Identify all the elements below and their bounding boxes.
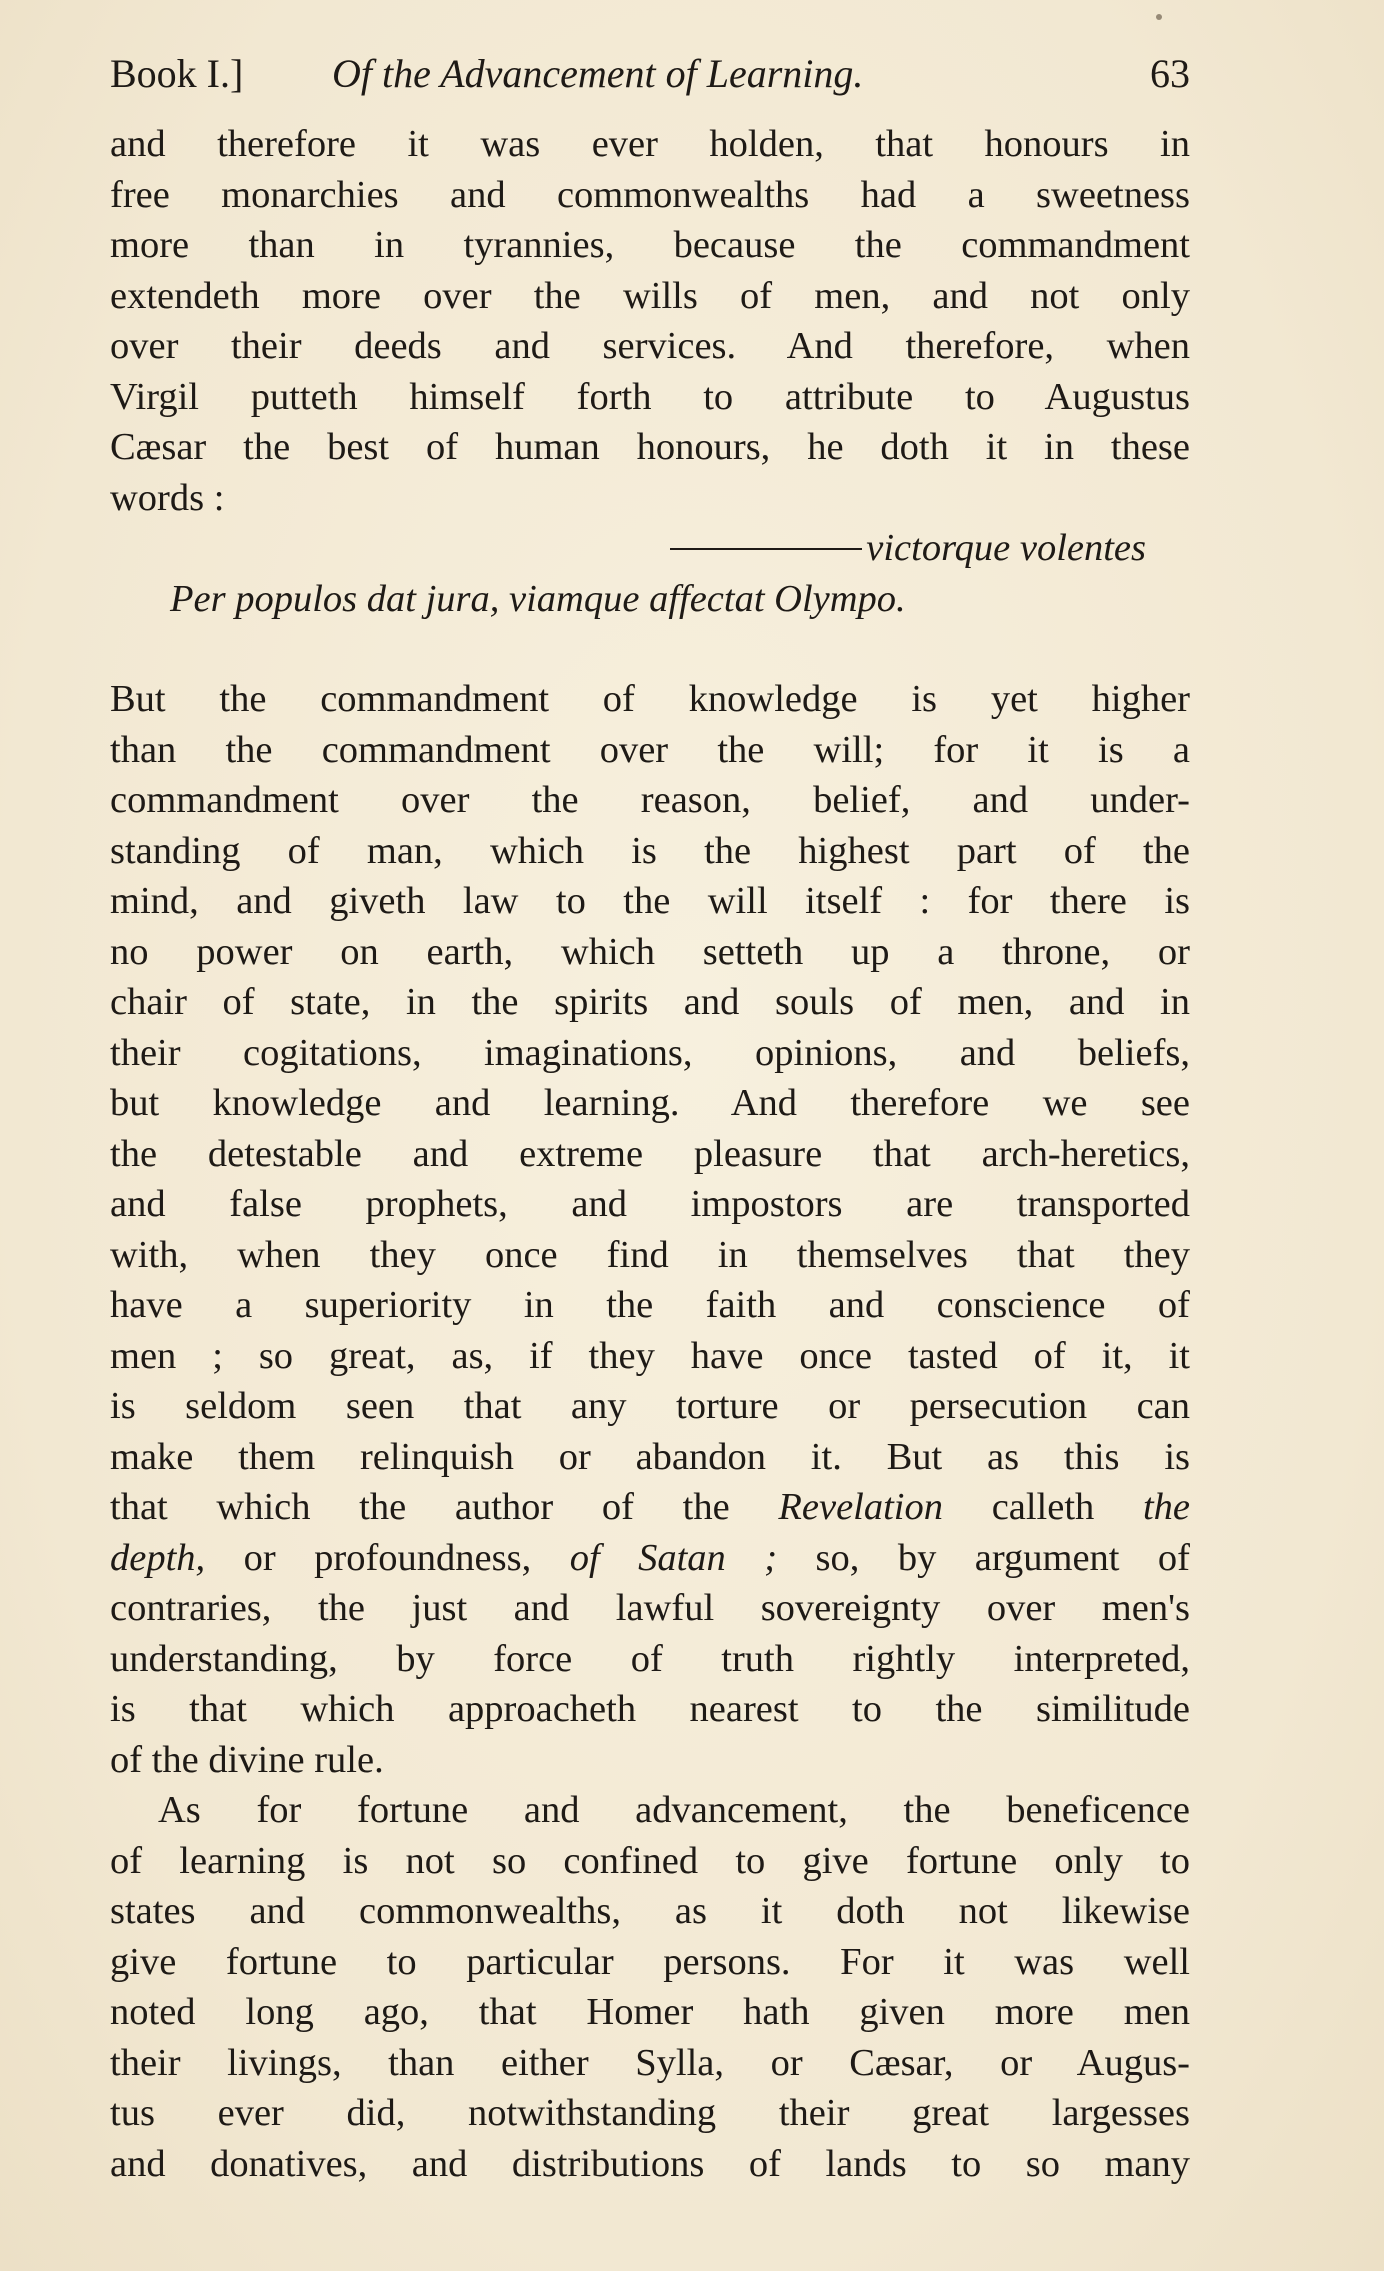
text-line: with, when they once find in themselves that they — [110, 1233, 1190, 1276]
text-line: Virgil putteth himself forth to attribute to Augustus — [110, 375, 1190, 418]
text-line: have a superiority in the faith and conscience of — [110, 1284, 1190, 1326]
latin-quotation — [110, 523, 1190, 624]
text-line: is that which approacheth nearest to the similitude — [110, 1688, 1190, 1730]
running-header — [110, 44, 1190, 104]
em-dash-rule — [670, 548, 862, 550]
quotation-text-1: victorque volentes — [866, 527, 1146, 569]
depth-italic: depth, — [110, 1536, 206, 1579]
text-line: more than in tyrannies, because the commandment — [110, 224, 1190, 266]
text-fragment: or profoundness, — [243, 1536, 532, 1579]
running-title: Of the Advancement of Learning. — [332, 51, 864, 96]
text-line: states and commonwealths, as it doth not likewise — [110, 1890, 1190, 1932]
text-line: But the commandment of knowledge is yet higher — [110, 678, 1190, 720]
ink-speck — [1156, 14, 1162, 20]
text-line-depth — [110, 1533, 1190, 1584]
text-line: of the divine rule. — [110, 1738, 384, 1781]
text-line: contraries, the just and lawful sovereignty over men's — [110, 1587, 1190, 1629]
text-line: their livings, than either Sylla, or Cæsar, or Augus- — [110, 2041, 1190, 2084]
text-line: commandment over the reason, belief, and under- — [110, 779, 1190, 821]
quotation-line-2: Per populos dat jura, viamque affectat Olympo. — [170, 577, 906, 620]
page-number: 63 — [1150, 51, 1190, 96]
the-italic: the — [1142, 1486, 1191, 1528]
text-line: Cæsar the best of human honours, he doth it in these — [110, 426, 1190, 468]
text-line: standing of man, which is the highest part of the — [110, 829, 1190, 872]
text-line: men ; so great, as, if they have once tasted of it, it — [110, 1334, 1190, 1377]
text-line: and false prophets, and impostors are transported — [110, 1183, 1190, 1225]
text-line: extendeth more over the wills of men, and not only — [110, 274, 1190, 317]
text-line: and donatives, and distributions of lands to so many — [110, 2142, 1190, 2185]
text-line: their cogitations, imaginations, opinions, and beliefs, — [110, 1031, 1190, 1074]
text-line: no power on earth, which setteth up a throne, or — [110, 930, 1190, 973]
text-line: and therefore it was ever holden, that honours in — [110, 123, 1190, 165]
of-satan-italic: of Satan ; — [569, 1536, 778, 1579]
book-label: Book I.] — [110, 51, 244, 96]
text-line: understanding, by force of truth rightly interpreted, — [110, 1637, 1190, 1680]
text-fragment: calleth — [991, 1486, 1095, 1528]
text-line: make them relinquish or abandon it. But as this is — [110, 1435, 1190, 1478]
paragraph-1 — [110, 119, 1190, 523]
text-line: noted long ago, that Homer hath given more men — [110, 1991, 1190, 2033]
revelation-italic: Revelation — [778, 1486, 943, 1528]
text-line-revelation — [110, 1482, 1190, 1533]
text-line: of learning is not so confined to give fortune only to — [110, 1839, 1190, 1882]
text-line: the detestable and extreme pleasure that arch-heretics, — [110, 1132, 1190, 1175]
text-line: As for fortune and advancement, the beneficence — [158, 1789, 1190, 1831]
text-line: over their deeds and services. And therefore, when — [110, 325, 1190, 367]
text-line: tus ever did, notwithstanding their great largesses — [110, 2092, 1190, 2134]
quotation-line-1 — [110, 523, 1190, 574]
text-line: is seldom seen that any torture or persecution can — [110, 1385, 1190, 1427]
paragraph-2 — [110, 674, 1190, 2189]
text-fragment: that which the author of the — [110, 1486, 730, 1528]
text-line: give fortune to particular persons. For it was well — [110, 1940, 1190, 1983]
text-fragment: so, by argument of — [815, 1536, 1190, 1579]
text-line: but knowledge and learning. And therefore we see — [110, 1082, 1190, 1124]
text-line: mind, and giveth law to the will itself : for there is — [110, 880, 1190, 922]
text-line: words : — [110, 476, 225, 519]
text-line: chair of state, in the spirits and souls of men, and in — [110, 981, 1190, 1023]
text-line: than the commandment over the will; for it is a — [110, 728, 1190, 771]
text-line: free monarchies and commonwealths had a sweetness — [110, 173, 1190, 216]
